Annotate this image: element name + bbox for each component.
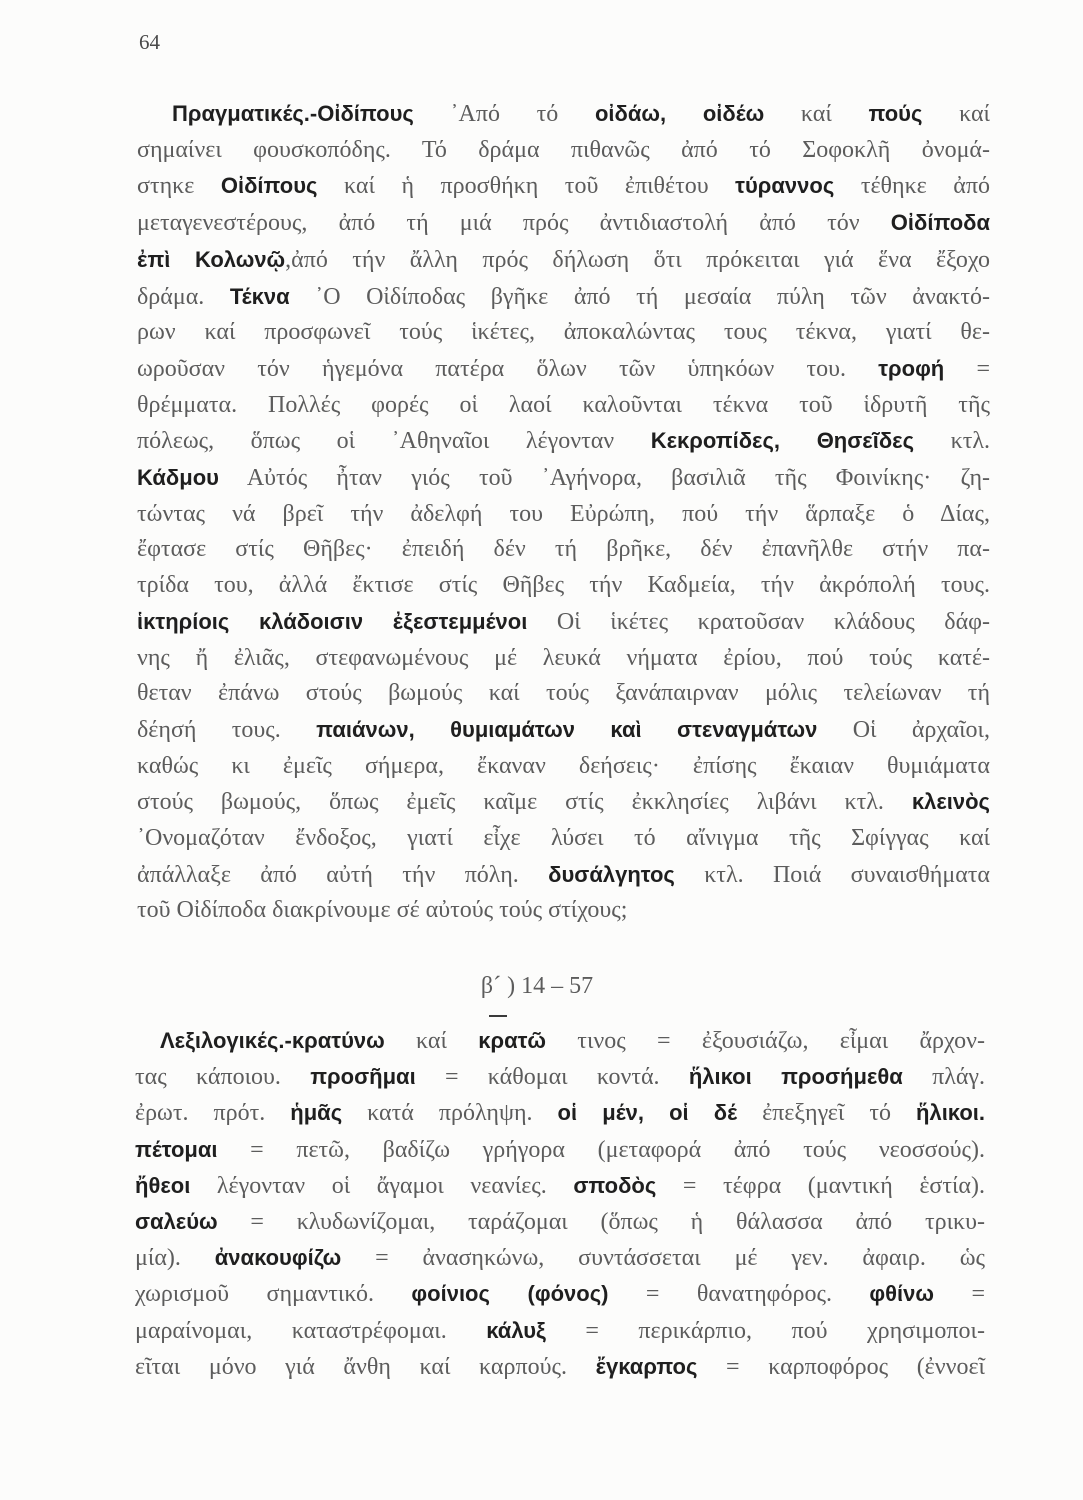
term-bold: ἱκτηρίοις κλάδοισιν ἐξεστεμμένοι bbox=[137, 608, 528, 634]
text: = κλυδωνίζομαι, ταράζομαι (ὅπως ἡ θάλασσα ἀπό τρικυ- bbox=[217, 1209, 985, 1236]
term-bold: κλεινὸς bbox=[911, 789, 990, 815]
text: = καρποφόρος (ἐννοεῖ bbox=[697, 1353, 986, 1380]
text-line bbox=[137, 242, 990, 279]
text: = τέφρα (μαντική ἑστία). bbox=[656, 1172, 986, 1199]
text: ἐπεξηγεῖ τό bbox=[737, 1100, 917, 1127]
text: Αὐτός ἦταν γιός τοῦ ᾿Αγήνορα, βασιλιᾶ τῆς Φοινίκης· ζη- bbox=[218, 465, 990, 492]
text-line bbox=[137, 532, 990, 568]
text: θρέμματα. Πολλές φορές οἱ λαοί καλοῦνται τέκνα τοῦ ἱδρυτῆ τῆς bbox=[137, 391, 990, 418]
term-bold: κρατῶ bbox=[478, 1028, 547, 1053]
term-bold: τύραννος bbox=[735, 173, 835, 199]
text: λέγονταν οἱ ἄγαμοι νεανίες. bbox=[190, 1172, 574, 1199]
text: ᾿Από τό bbox=[413, 101, 595, 127]
text: μεταγενεστέρους, ἀπό τή μιά πρός ἀντιδιαστολή ἀπό τόν bbox=[137, 210, 891, 237]
text-line bbox=[137, 784, 990, 821]
term-bold: πέτομαι bbox=[135, 1136, 218, 1162]
text-line bbox=[137, 315, 990, 351]
text-line bbox=[135, 1132, 985, 1168]
term-bold: οἱ μέν, οἱ δέ bbox=[557, 1100, 738, 1126]
commentary-section-a bbox=[137, 96, 990, 929]
commentary-section-b bbox=[135, 1023, 985, 1385]
text: = bbox=[944, 355, 991, 382]
text: στούς βωμούς, ὅπως ἐμεῖς καῖμε στίς ἐκκλησίες λιβάνι κτλ. bbox=[137, 789, 912, 816]
text: ἀπάλλαξε ἀπό αὐτή τήν πόλη. bbox=[137, 861, 549, 888]
text: εῖται μόνο γιά ἄνθη καί καρπούς. bbox=[135, 1353, 596, 1380]
text: = πετῶ, βαδίζω γρήγορα (μεταφορά ἀπό τούς νεοσσούς). bbox=[217, 1136, 985, 1163]
term-bold: πούς bbox=[868, 101, 923, 126]
term-bold: Κάδμου bbox=[137, 465, 219, 491]
text: καί bbox=[384, 1028, 479, 1054]
text: μαραίνομαι, καταστρέφομαι. bbox=[135, 1317, 487, 1344]
text: ,ἀπό τήν ἄλλη πρός δήλωση ὅτι πρόκειται γιά ἕνα ἔξοχο bbox=[285, 246, 990, 273]
text-line bbox=[137, 641, 990, 677]
text: τινος = ἐξουσιάζω, εἶμαι ἄρχον- bbox=[546, 1028, 985, 1054]
text-line bbox=[135, 1349, 985, 1385]
text: τρίδα του, ἀλλά ἔκτισε στίς Θῆβες τήν Καδμεία, τήν ἀκρόπολή τους. bbox=[137, 572, 990, 599]
text: ᾿Ο Οἰδίποδας βγῆκε ἀπό τή μεσαία πύλη τῶν ἀνακτό- bbox=[289, 283, 990, 310]
text-line bbox=[135, 1168, 985, 1204]
text-line bbox=[137, 749, 990, 785]
text: καθώς κι ἐμεῖς σήμερα, ἔκαναν δεήσεις· ἐπίσης ἔκαιαν θυμιάματα bbox=[137, 752, 990, 779]
text-line bbox=[137, 497, 990, 533]
term-bold: φθίνω bbox=[869, 1281, 934, 1307]
term-bold: παιάνων, θυμιαμάτων καὶ στεναγμάτων bbox=[316, 716, 818, 742]
text: Οἱ ἀρχαῖοι, bbox=[817, 716, 990, 743]
text: ωροῦσαν τόν ἡγεμόνα πατέρα ὅλων τῶν ὑπηκόων του. bbox=[137, 355, 879, 382]
term-bold: ἤθεοι bbox=[135, 1172, 191, 1198]
text-line bbox=[135, 1023, 985, 1059]
text-line bbox=[137, 168, 990, 205]
text: ρων καί προσφωνεῖ τούς ἱκέτες, ἀποκαλώντας τους τέκνα, γιατί θε- bbox=[137, 319, 990, 346]
text: = bbox=[933, 1281, 985, 1308]
text: = θανατηφόρος. bbox=[608, 1281, 870, 1308]
text-line bbox=[135, 1240, 985, 1276]
term-bold: Οἰδίποδα bbox=[890, 210, 990, 236]
text: τας κάποιου. bbox=[135, 1064, 311, 1091]
text-line bbox=[135, 1313, 985, 1349]
text-line bbox=[135, 1059, 985, 1095]
text: καί ἡ προσθήκη τοῦ ἐπιθέτου bbox=[317, 173, 736, 200]
heading-rule bbox=[489, 1015, 507, 1017]
text-line bbox=[135, 1204, 985, 1240]
text: ἐρωτ. πρότ. bbox=[135, 1100, 291, 1127]
text: = κάθομαι κοντά. bbox=[415, 1064, 689, 1091]
text-line bbox=[135, 1095, 985, 1131]
text-line bbox=[137, 857, 990, 894]
text: ἔφτασε στίς Θῆβες· ἐπειδή δέν τή βρῆκε, δέν ἐπανῆλθε στήν πα- bbox=[137, 536, 990, 563]
text: νης ἤ ἐλιᾶς, στεφανωμένους μέ λευκά νήματα ἐρίου, πού τούς κατέ- bbox=[137, 644, 990, 671]
text-line bbox=[137, 460, 990, 497]
text: δράμα. bbox=[137, 283, 230, 310]
term-bold: προσῆμαι bbox=[310, 1064, 416, 1090]
term-bold: οἰδάω, οἰδέω bbox=[594, 101, 765, 126]
term-bold: δυσάλγητος bbox=[548, 861, 675, 887]
text: = περικάρπιο, πού χρησιμοποι- bbox=[545, 1317, 986, 1344]
text-line bbox=[137, 279, 990, 316]
term-bold: Τέκνα bbox=[229, 283, 290, 309]
text-line bbox=[137, 712, 990, 749]
text-line bbox=[137, 568, 990, 604]
text-line bbox=[135, 1276, 985, 1312]
term-bold: Πραγματικές.-Οἰδίπους bbox=[172, 101, 414, 126]
text-line bbox=[137, 821, 990, 857]
text: τώντας νά βρεῖ τήν ἀδελφή του Εὐρώπη, πού τήν ἅρπαξε ὁ Δίας, bbox=[137, 500, 990, 527]
term-bold: κάλυξ bbox=[486, 1317, 546, 1343]
text-line bbox=[137, 423, 990, 460]
term-bold: ἡμᾶς bbox=[290, 1100, 343, 1126]
term-bold: σαλεύω bbox=[135, 1209, 218, 1235]
text: τοῦ Οἰδίποδα διακρίνουμε σέ αὐτούς τούς στίχους; bbox=[137, 897, 628, 924]
text: πόλεως, ὅπως οἱ ᾿Αθηναῖοι λέγονταν bbox=[137, 428, 651, 455]
text: χωρισμοῦ σημαντικό. bbox=[135, 1281, 412, 1308]
term-bold: Λεξιλογικές.-κρατύνω bbox=[160, 1028, 385, 1053]
text: τέθηκε ἀπό bbox=[834, 173, 990, 200]
section-heading: β´ ) 14 – 57 bbox=[480, 973, 594, 999]
text-line bbox=[137, 388, 990, 424]
term-bold: ἥλικοι. bbox=[916, 1100, 986, 1126]
text: ᾿Ονομαζόταν ἔνδοξος, γιατί εἶχε λύσει τό αἴνιγμα τῆς Σφίγγας καί bbox=[137, 825, 990, 852]
term-bold: ἥλικοι προσήμεθα bbox=[688, 1064, 903, 1090]
term-bold: τροφή bbox=[878, 355, 945, 381]
text: κατά πρόληψη. bbox=[342, 1100, 558, 1127]
term-bold: ἔγκαρπος bbox=[595, 1353, 698, 1379]
page-number: 64 bbox=[139, 30, 160, 54]
text: σημαίνει φουσκοπόδης. Τό δράμα πιθανῶς ἀπό τό Σοφοκλῆ ὀνομά- bbox=[137, 136, 990, 163]
text-line bbox=[137, 133, 990, 169]
text: στηκε bbox=[137, 173, 221, 200]
term-bold: σποδὸς bbox=[573, 1172, 657, 1198]
text-line bbox=[137, 96, 990, 133]
text-line bbox=[137, 604, 990, 641]
text: κτλ. Ποιά συναισθήματα bbox=[674, 861, 990, 888]
term-bold: Οἰδίπους bbox=[220, 173, 318, 199]
text: θεταν ἐπάνω στούς βωμούς καί τούς ξανάπαιρναν μόλις τελείωναν τή bbox=[137, 680, 990, 707]
text: καί bbox=[922, 101, 990, 127]
text-line bbox=[137, 893, 990, 929]
text: μία). bbox=[135, 1245, 215, 1272]
text-line bbox=[137, 351, 990, 388]
text: δέησή τους. bbox=[137, 716, 317, 743]
term-bold: ἐπὶ Κολωνῷ bbox=[137, 246, 286, 272]
text-line bbox=[137, 205, 990, 242]
text: πλάγ. bbox=[902, 1064, 986, 1091]
text-line bbox=[137, 676, 990, 712]
term-bold: ἀνακουφίζω bbox=[214, 1245, 342, 1271]
text: Οἱ ἱκέτες κρατοῦσαν κλάδους δάφ- bbox=[527, 608, 990, 635]
text: = ἀνασηκώνω, συντάσσεται μέ γεν. ἀφαιρ. ὡς bbox=[341, 1245, 986, 1272]
term-bold: Κεκροπίδες, Θησεῖδες bbox=[650, 428, 915, 454]
text: καί bbox=[764, 101, 869, 127]
text: κτλ. bbox=[914, 428, 990, 455]
term-bold: φοίνιος (φόνος) bbox=[411, 1281, 609, 1307]
